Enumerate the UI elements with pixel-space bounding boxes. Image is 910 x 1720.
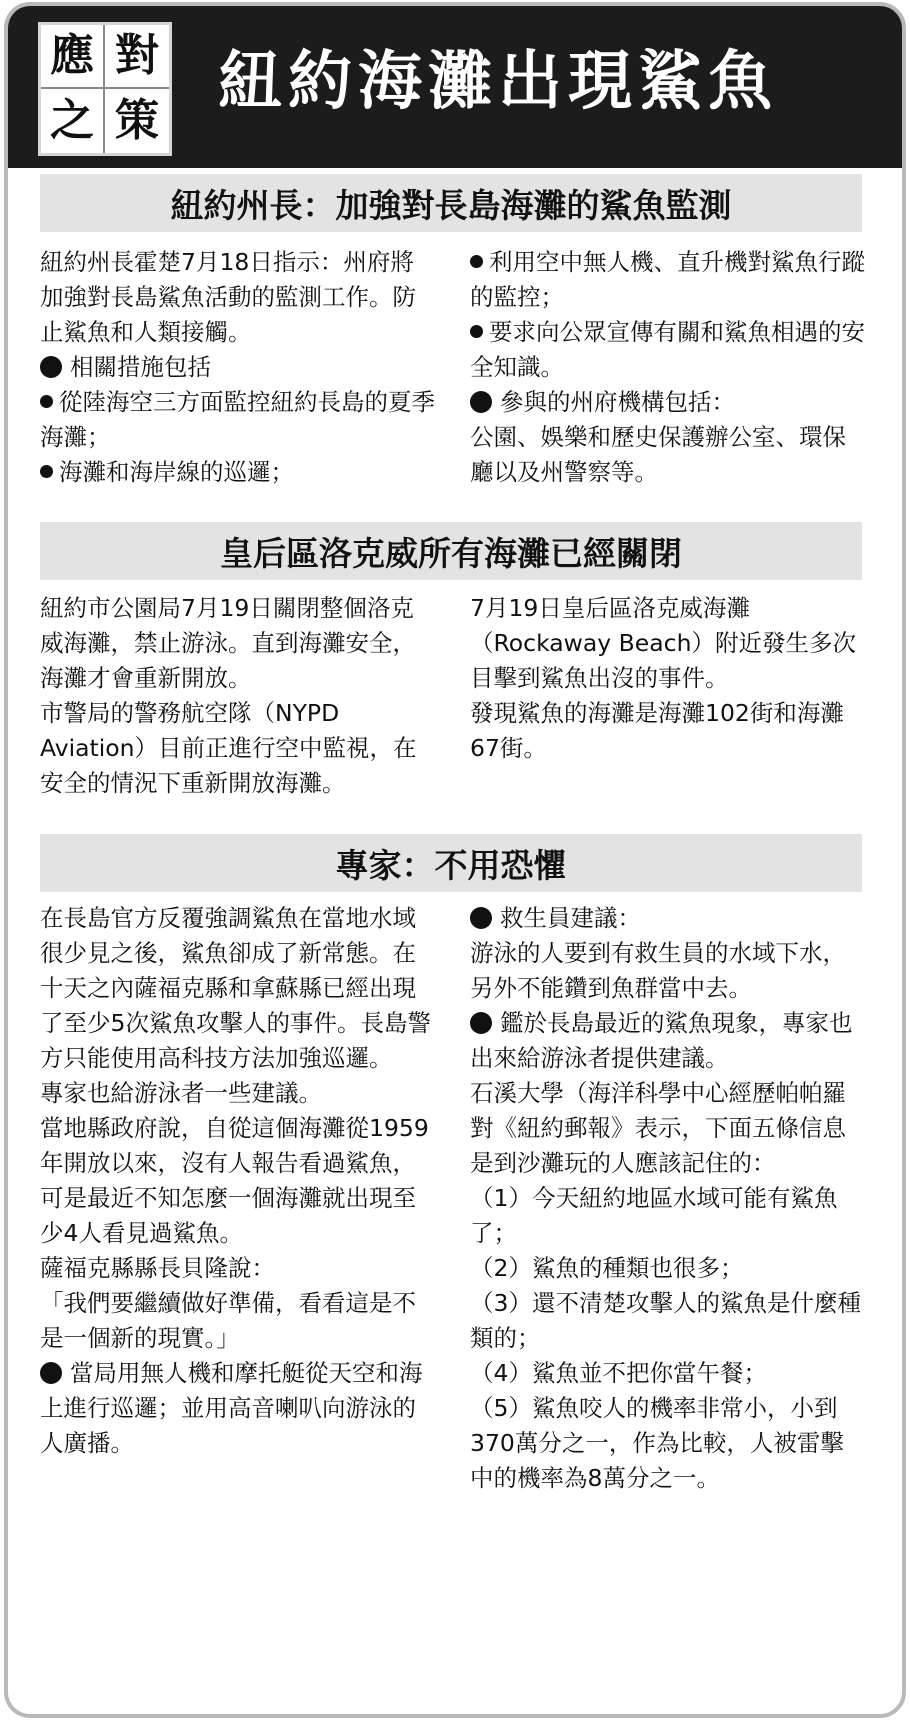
list-heading — [470, 1006, 865, 1076]
numbered-item: （2）鯊魚的種類也很多； — [470, 1254, 744, 1282]
numbered-item: （3）還不清楚攻擊人的鯊魚是什麼種類的； — [470, 1289, 861, 1352]
list-heading — [40, 350, 435, 385]
bullet-icon — [470, 391, 492, 413]
numbered-item: （1）今天紐約地區水域可能有鯊魚了； — [470, 1184, 838, 1247]
paragraph: 當地縣政府說，自從這個海灘從1959年開放以來，沒有人報告看過鯊魚，可是最近不知怎麼一個海灘就出現至少4人看見過鯊魚。 — [40, 1114, 429, 1247]
list-item-text: 要求向公眾宣傳有關和鯊魚相遇的安全知識。 — [470, 318, 865, 381]
list-item-text: 從陸海空三方面監控紐約長島的夏季海灘； — [40, 388, 435, 451]
list-heading — [470, 385, 865, 420]
section-governor-right-column — [470, 245, 865, 490]
numbered-item: （4）鯊魚並不把你當午餐； — [470, 1359, 767, 1387]
bullet-icon — [470, 325, 483, 338]
bullet-icon — [40, 356, 62, 378]
list-heading — [470, 901, 865, 936]
logo-char: 對 — [105, 25, 169, 89]
list-heading-text: 鑑於長島最近的鯊魚現象，專家也出來給游泳者提供建議。 — [470, 1009, 853, 1072]
list-heading-text: 當局用無人機和摩托艇從天空和海上進行巡邏；並用高音喇叭向游泳的人廣播。 — [40, 1359, 423, 1457]
bullet-icon — [470, 1012, 492, 1034]
section-experts-right-column — [470, 901, 865, 1496]
paragraph: 在長島官方反覆強調鯊魚在當地水域很少見之後，鯊魚卻成了新常態。在十天之內薩福克縣和拿蘇縣已經出現了至少5次鯊魚攻擊人的事件。長島警方只能使用高科技方法加強巡邏。 — [40, 904, 431, 1072]
list-heading-text: 相關措施包括 — [70, 353, 211, 381]
section-heading-rockaway: 皇后區洛克威所有海灘已經關閉 — [40, 522, 862, 580]
numbered-item: （5）鯊魚咬人的機率非常小，小到370萬分之一，作為比較，人被雷擊中的機率為8萬分之一。 — [470, 1394, 844, 1492]
paragraph: 薩福克縣縣長貝隆說： — [40, 1254, 275, 1282]
paragraph: 公園、娛樂和歷史保護辦公室、環保廳以及州警察等。 — [470, 423, 846, 486]
paragraph: 專家也給游泳者一些建議。 — [40, 1079, 322, 1107]
list-heading — [40, 1356, 435, 1461]
section-experts-left-column — [40, 901, 435, 1461]
list-item-text: 利用空中無人機、直升機對鯊魚行蹤的監控； — [470, 248, 865, 311]
paragraph: 發現鯊魚的海灘是海灘102街和海灘67街。 — [470, 699, 844, 762]
section-rockaway-left-column — [40, 591, 435, 801]
section-governor-left-column — [40, 245, 435, 490]
section-rockaway-right-column — [470, 591, 865, 766]
paragraph: 7月19日皇后區洛克威海灘（Rockaway Beach）附近發生多次目擊到鯊魚出沒的事件。 — [470, 594, 856, 692]
paragraph: 石溪大學（海洋科學中心經歷帕帕羅對《紐約郵報》表示，下面五條信息是到沙灘玩的人應該記住的： — [470, 1079, 846, 1177]
logo-char: 應 — [41, 25, 105, 89]
list-heading-text: 救生員建議： — [500, 904, 641, 932]
quote: 「我們要繼續做好準備，看看這是不是一個新的現實。」 — [40, 1289, 416, 1352]
logo-char: 之 — [41, 89, 105, 153]
list-item — [470, 245, 865, 315]
page-title: 紐約海灘出現鯊魚 — [218, 45, 778, 119]
column-logo — [38, 22, 172, 156]
paragraph: 紐約州長霍楚7月18日指示：州府將加強對長島鯊魚活動的監測工作。防止鯊魚和人類接觸。 — [40, 248, 416, 346]
section-heading-governor: 紐約州長：加強對長島海灘的鯊魚監測 — [40, 174, 862, 232]
bullet-icon — [470, 255, 483, 268]
bullet-icon — [470, 907, 492, 929]
section-heading-experts: 專家：不用恐懼 — [40, 834, 862, 892]
logo-char: 策 — [115, 95, 159, 146]
list-item-text: 海灘和海岸線的巡邏； — [59, 458, 294, 486]
header-bar — [8, 6, 902, 168]
paragraph: 市警局的警務航空隊（NYPD Aviation）目前正進行空中監視，在安全的情況下重新開放海灘。 — [40, 699, 417, 797]
list-item — [40, 385, 435, 455]
paragraph: 紐約市公園局7月19日關閉整個洛克威海灘，禁止游泳。直到海灘安全，海灘才會重新開放。 — [40, 594, 416, 692]
list-item — [470, 315, 865, 385]
paragraph: 游泳的人要到有救生員的水域下水，另外不能鑽到魚群當中去。 — [470, 939, 846, 1002]
bullet-icon — [40, 465, 53, 478]
list-heading-text: 參與的州府機構包括： — [500, 388, 735, 416]
bullet-icon — [40, 395, 53, 408]
bullet-icon — [40, 1362, 62, 1384]
list-item — [40, 455, 435, 490]
